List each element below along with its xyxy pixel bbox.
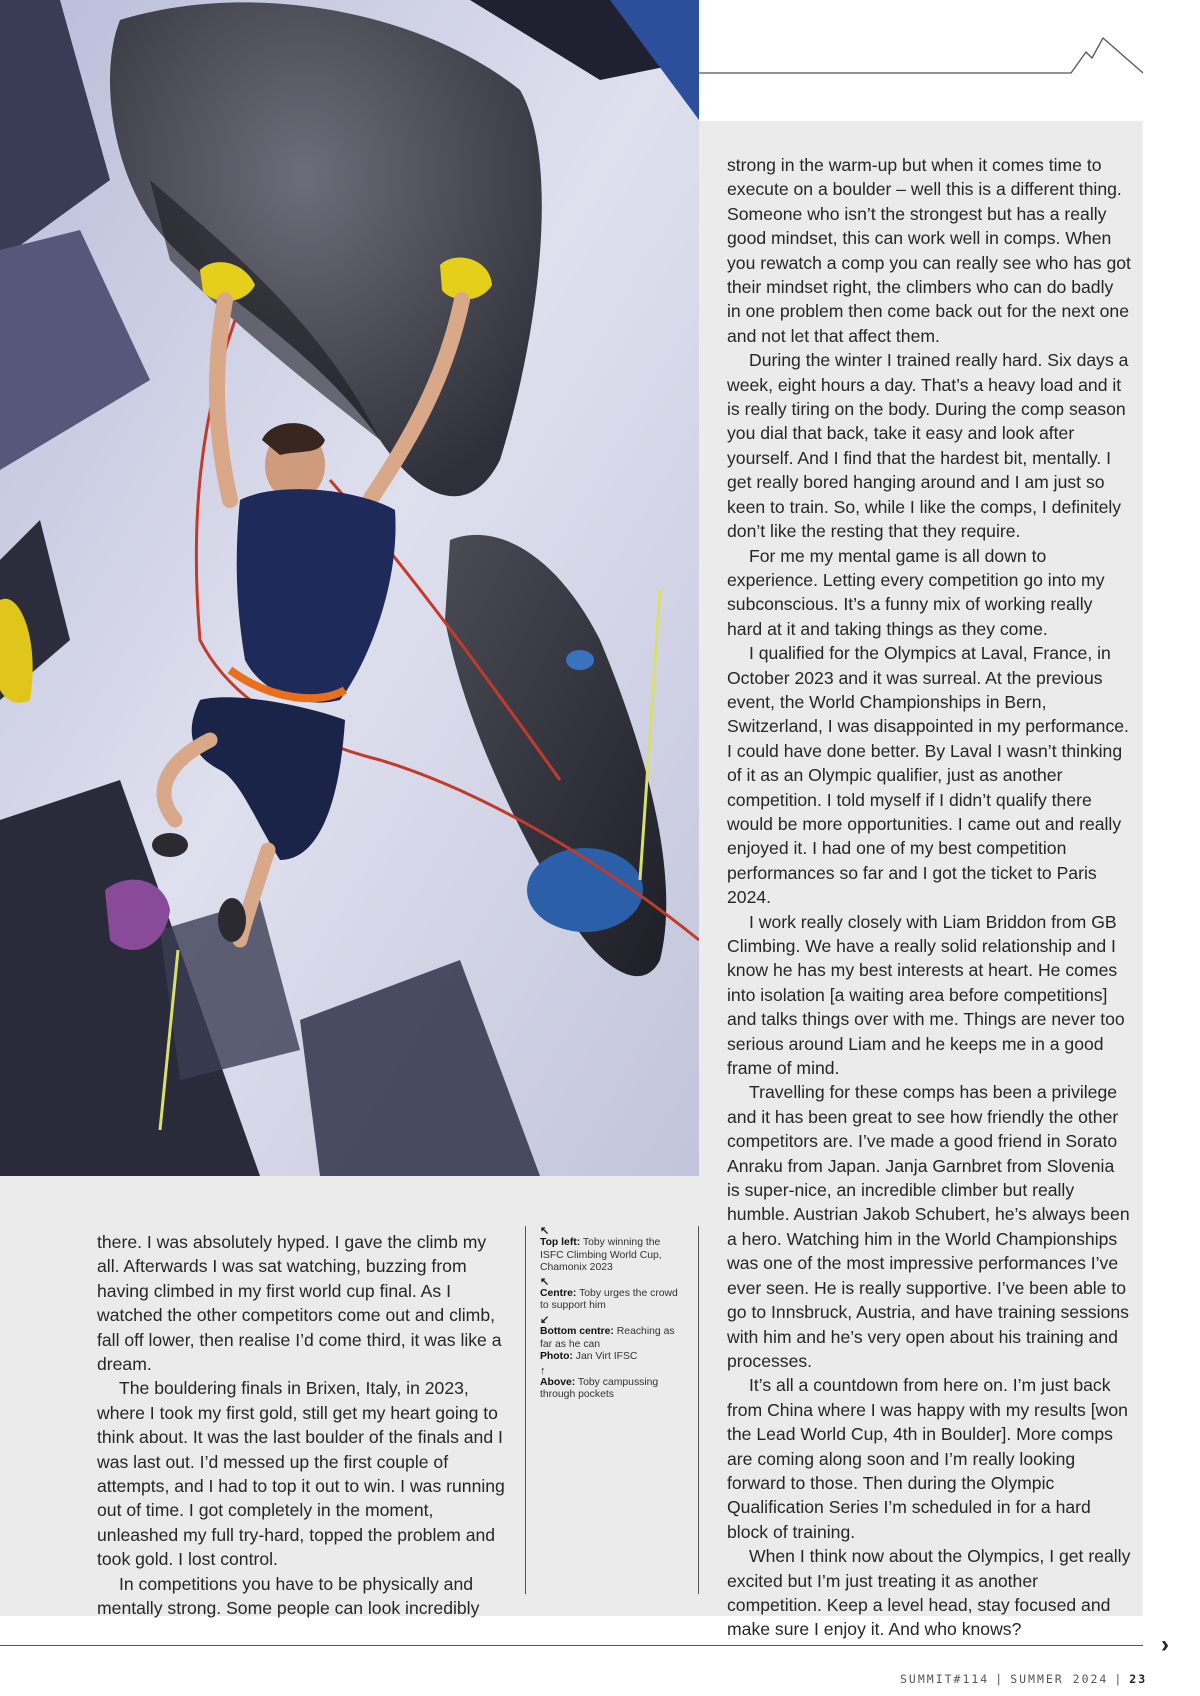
arrow-up-icon: ↑ [540,1364,546,1377]
mountain-line-icon [699,30,1143,80]
arrow-down-left-icon: ↙ [540,1313,550,1326]
caption-text: Reaching as far as he can [540,1325,675,1350]
next-page-chevron-icon[interactable]: › [1161,1631,1169,1658]
paragraph: Travelling for these comps has been a privilege and it has been great to see how friendly the other competitors are. I’ve made a good friend in Sorato Anraku from Japan. Janja Garnbret from Slovenia is super-nice, an incredible climber but really humble. Austrian Jakob Schubert, he’s always been a hero. Watching him in the World Championships was one of the most impressive performances I’ve ever seen. He is really supportive. I’ve been able to go to Innsbruck, Austria, and have training sessions with him and he’s very open about his training and processes. [727,1082,1130,1371]
caption-divider-right [698,1226,699,1594]
issue-name: SUMMER 2024 [1010,1672,1109,1686]
photo-credit: Jan Virt IFSC [575,1351,638,1363]
folio: SUMMIT#114 | SUMMER 2024 | 23 [900,1672,1148,1686]
caption-above [540,1365,680,1402]
climbing-photo [0,0,699,1176]
article-column-left [97,1230,507,1621]
magazine-name: SUMMIT#114 [900,1672,990,1686]
paragraph: The bouldering finals in Brixen, Italy, in 2023, where I took my first gold, still get my heart going to think about. It was the last boulder of the finals and I was last out. I’d messed up the first couple of attempts, and I had to top it out to win. I was running out of time. I got completely in the moment, unleashed my full try-hard, topped the problem and took gold. I lost control. [97,1378,505,1570]
footer-rule [0,1645,1143,1646]
caption-top-left [540,1225,680,1275]
paragraph: there. I was absolutely hyped. I gave the climb my all. Afterwards I was sat watching, buzzing from having climbed in my first world cup final. As I watched the other competitors come out and climb, fall off lower, then realise I’d come third, it was like a dream. [97,1232,502,1375]
paragraph: strong in the warm-up but when it comes time to execute on a boulder – well this is a different thing. Someone who isn’t the strongest but has a really good mindset, this can work well in comps. When you rewatch a comp you can really see who has got their mindset right, the climbers who can do badly in one problem then come back out for the next one and not let that affect them. [727,155,1131,346]
caption-label: Above: [540,1376,576,1388]
caption-divider-left [525,1226,526,1594]
paragraph: It’s all a countdown from here on. I’m just back from China where I was happy with my results [won the Lead World Cup, 4th in Boulder]. More comps are coming along soon and I’m really looking forward to those. Then during the Olympic Qualification Series I’m scheduled in for a hard block of training. [727,1375,1128,1542]
caption-label: Bottom centre: [540,1325,614,1337]
caption-text: Toby urges the crowd to support him [540,1287,678,1312]
caption-bottom-centre [540,1314,680,1364]
paragraph: For me my mental game is all down to experience. Letting every competition go into my subconscious. It’s a funny mix of working really hard at it and taking things as they come. [727,545,1105,639]
caption-label: Centre: [540,1287,577,1299]
paragraph: I qualified for the Olympics at Laval, France, in October 2023 and it was surreal. At the previous event, the World Championships in Bern, Switzerland, I was disappointed in my performance. I could have done better. By Laval I wasn’t thinking of it as an Olympic qualifier, just as another competition. I told myself if I didn’t qualify there would be more opportunities. I came out and really enjoyed it. I had one of my best competition performances so far and I got the ticket to Paris 2024. [727,643,1129,908]
caption-centre [540,1276,680,1313]
paragraph: During the winter I trained really hard. Six days a week, eight hours a day. That’s a heavy load and it is really tiring on the body. During the comp season you dial that back, take it easy and look after yourself. And I find that the hardest bit, mentally. I get really bored hanging around and I am just so keen to train. So, while I like the comps, I definitely don’t like the resting that they require. [727,350,1129,542]
caption-label: Top left: [540,1237,581,1248]
caption-text: Toby winning the ISFC Climbing World Cup, Chamonix 2023 [540,1237,662,1274]
paragraph: In competitions you have to be physically and mentally strong. Some people can look incredibly [97,1573,480,1619]
photo-credit-label: Photo: [540,1351,573,1363]
caption-text: Toby campussing through pockets [540,1376,659,1401]
page-number: 23 [1129,1672,1148,1686]
article-column-right [727,153,1131,1642]
photo-captions [540,1225,680,1403]
arrow-up-left-icon: ↖ [540,1225,550,1237]
paragraph: I work really closely with Liam Briddon from GB Climbing. We have a really solid relationship and I know he has my best interests at heart. He comes into isolation [a waiting area before competitions] and talks things over with me. Things are never too serious around Liam and he keeps me in a good frame of mind. [727,911,1125,1079]
arrow-up-left-icon: ↖ [540,1275,550,1288]
paragraph: When I think now about the Olympics, I get really excited but I’m just treating it as another competition. Keep a level head, stay focused and make sure I enjoy it. And who knows? [727,1546,1131,1640]
